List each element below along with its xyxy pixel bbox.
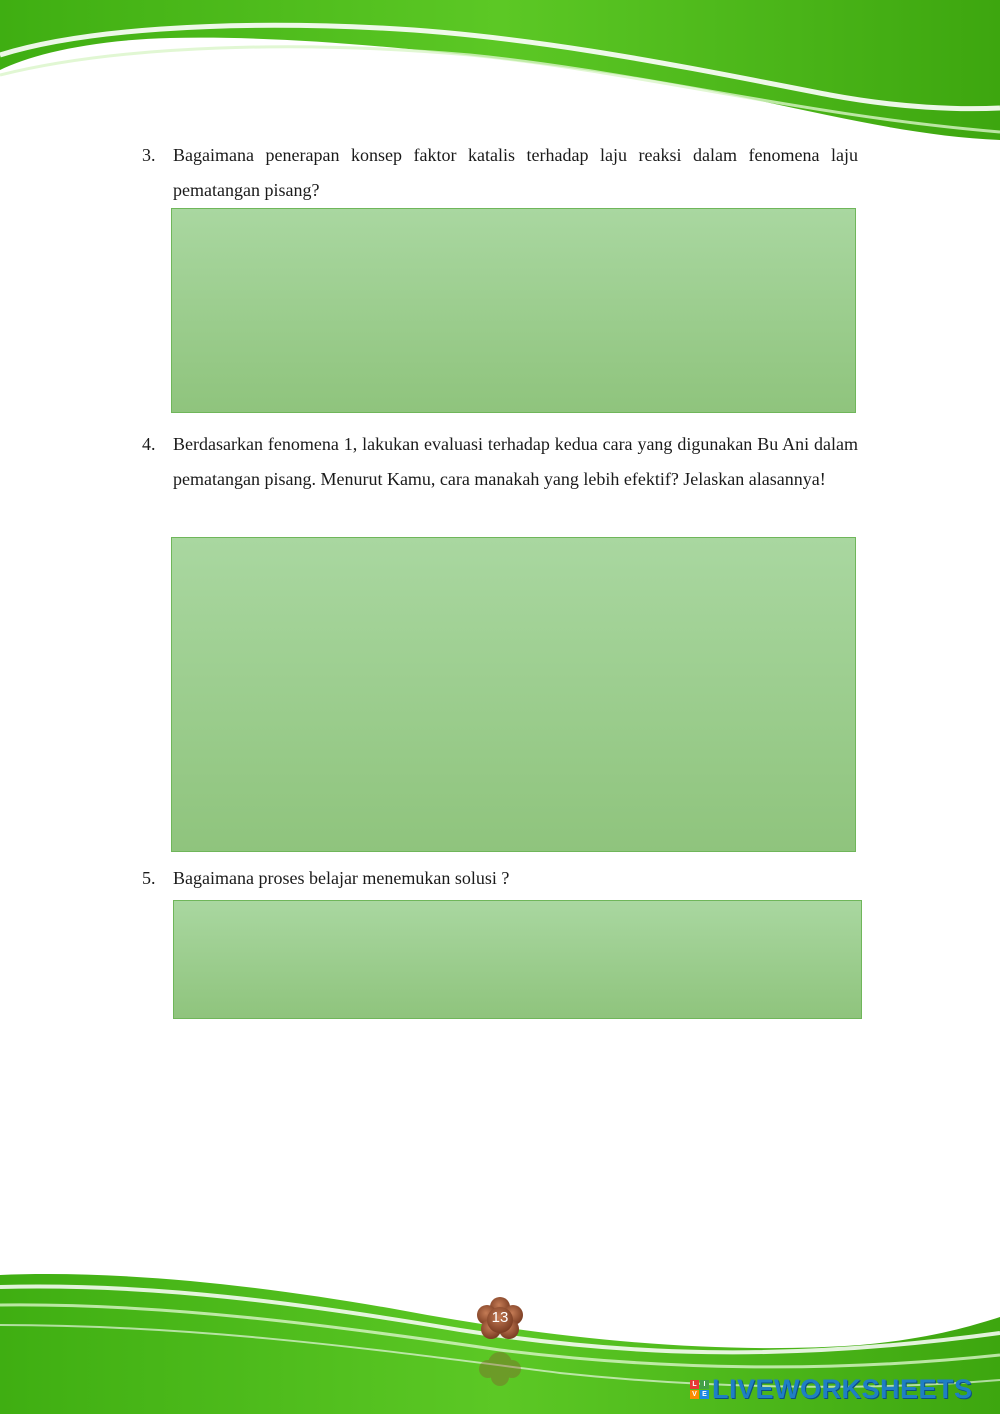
question-3 (142, 138, 858, 208)
brand-mark-letter: E (700, 1390, 709, 1399)
question-number: 5. (142, 868, 156, 888)
badge-reflection-decoration (473, 1347, 527, 1387)
brand-mark-letter: V (690, 1390, 699, 1399)
question-number: 4. (142, 434, 156, 454)
brand-mark-icon (690, 1380, 709, 1399)
header-wave-decoration (0, 0, 1000, 150)
page-number: 13 (491, 1309, 509, 1326)
brand-name: LIVEWORKSHEETS (712, 1373, 973, 1404)
question-number: 3. (142, 145, 156, 165)
brand-mark-letter: L (690, 1380, 699, 1389)
question-text: Bagaimana penerapan konsep faktor katalis terhadap laju reaksi dalam fenomena laju pematangan pisang? (173, 145, 858, 200)
page-number-badge (473, 1297, 527, 1343)
answer-box-5[interactable] (173, 900, 862, 1019)
question-text: Bagaimana proses belajar menemukan solusi ? (173, 868, 510, 888)
brand-mark-letter: I (700, 1380, 709, 1389)
question-4 (142, 427, 858, 497)
liveworksheets-logo (690, 1371, 973, 1407)
answer-box-3[interactable] (171, 208, 856, 413)
question-5 (142, 861, 858, 896)
answer-box-4[interactable] (171, 537, 856, 852)
question-text: Berdasarkan fenomena 1, lakukan evaluasi terhadap kedua cara yang digunakan Bu Ani dalam pematangan pisang. Menurut Kamu, cara manakah yang lebih efektif? Jelaskan alasannya! (173, 434, 858, 489)
